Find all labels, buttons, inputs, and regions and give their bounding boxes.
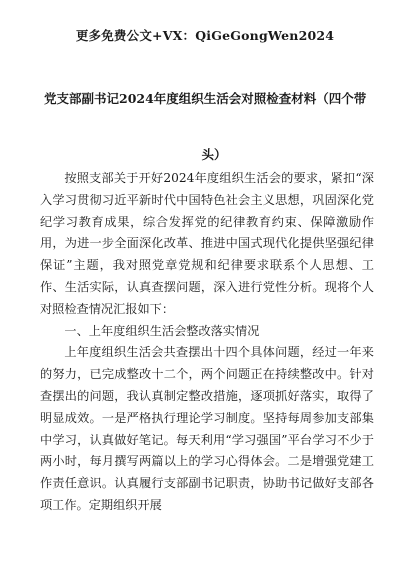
document-title-line2: 头） (201, 147, 227, 162)
document-body (40, 168, 374, 517)
body-paragraph-rectification: 上年度组织生活会共查摆出十四个具体问题，经过一年来的努力，已完成整改十二个，两个问题正在持续整改中。针对查摆出的问题，我认真制定整改措施，逐项抓好落实，取得了明显成效。一是严格执行理论学习制度。坚持每周参加支部集中学习，认真做好笔记。每天利用“学习强国”平台学习不少于两小时，每月撰写两篇以上的学习心得体会。二是增强党建工作责任意识。认真履行支部副书记职责，协助书记做好支部各项工作。定期组织开展 (40, 345, 374, 512)
section-heading-1: 一、上年度组织生活会整改落实情况 (64, 323, 260, 338)
body-paragraph-intro: 按照支部关于开好2024年度组织生活会的要求，紧扣“深入学习贯彻习近平新时代中国特色社会主义思想，巩固深化党纪学习教育成果，综合发挥党的纪律教育约束、保障激励作用，为进一步全面深化改革、推进中国式现代化提供坚强纪律保证”主题，我对照党章党规和纪律要求联系个人思想、工作、生活实际，认真查摆问题，深入进行党性分析。现将个人对照检查情况汇报如下： (40, 171, 374, 316)
document-title (44, 71, 384, 183)
document-title-line1: 党支部副书记2024年度组织生活会对照检查材料（四个带 (44, 91, 367, 106)
header-watermark-line: 更多免费公文+VX：QiGeGongWen2024 (75, 28, 335, 43)
